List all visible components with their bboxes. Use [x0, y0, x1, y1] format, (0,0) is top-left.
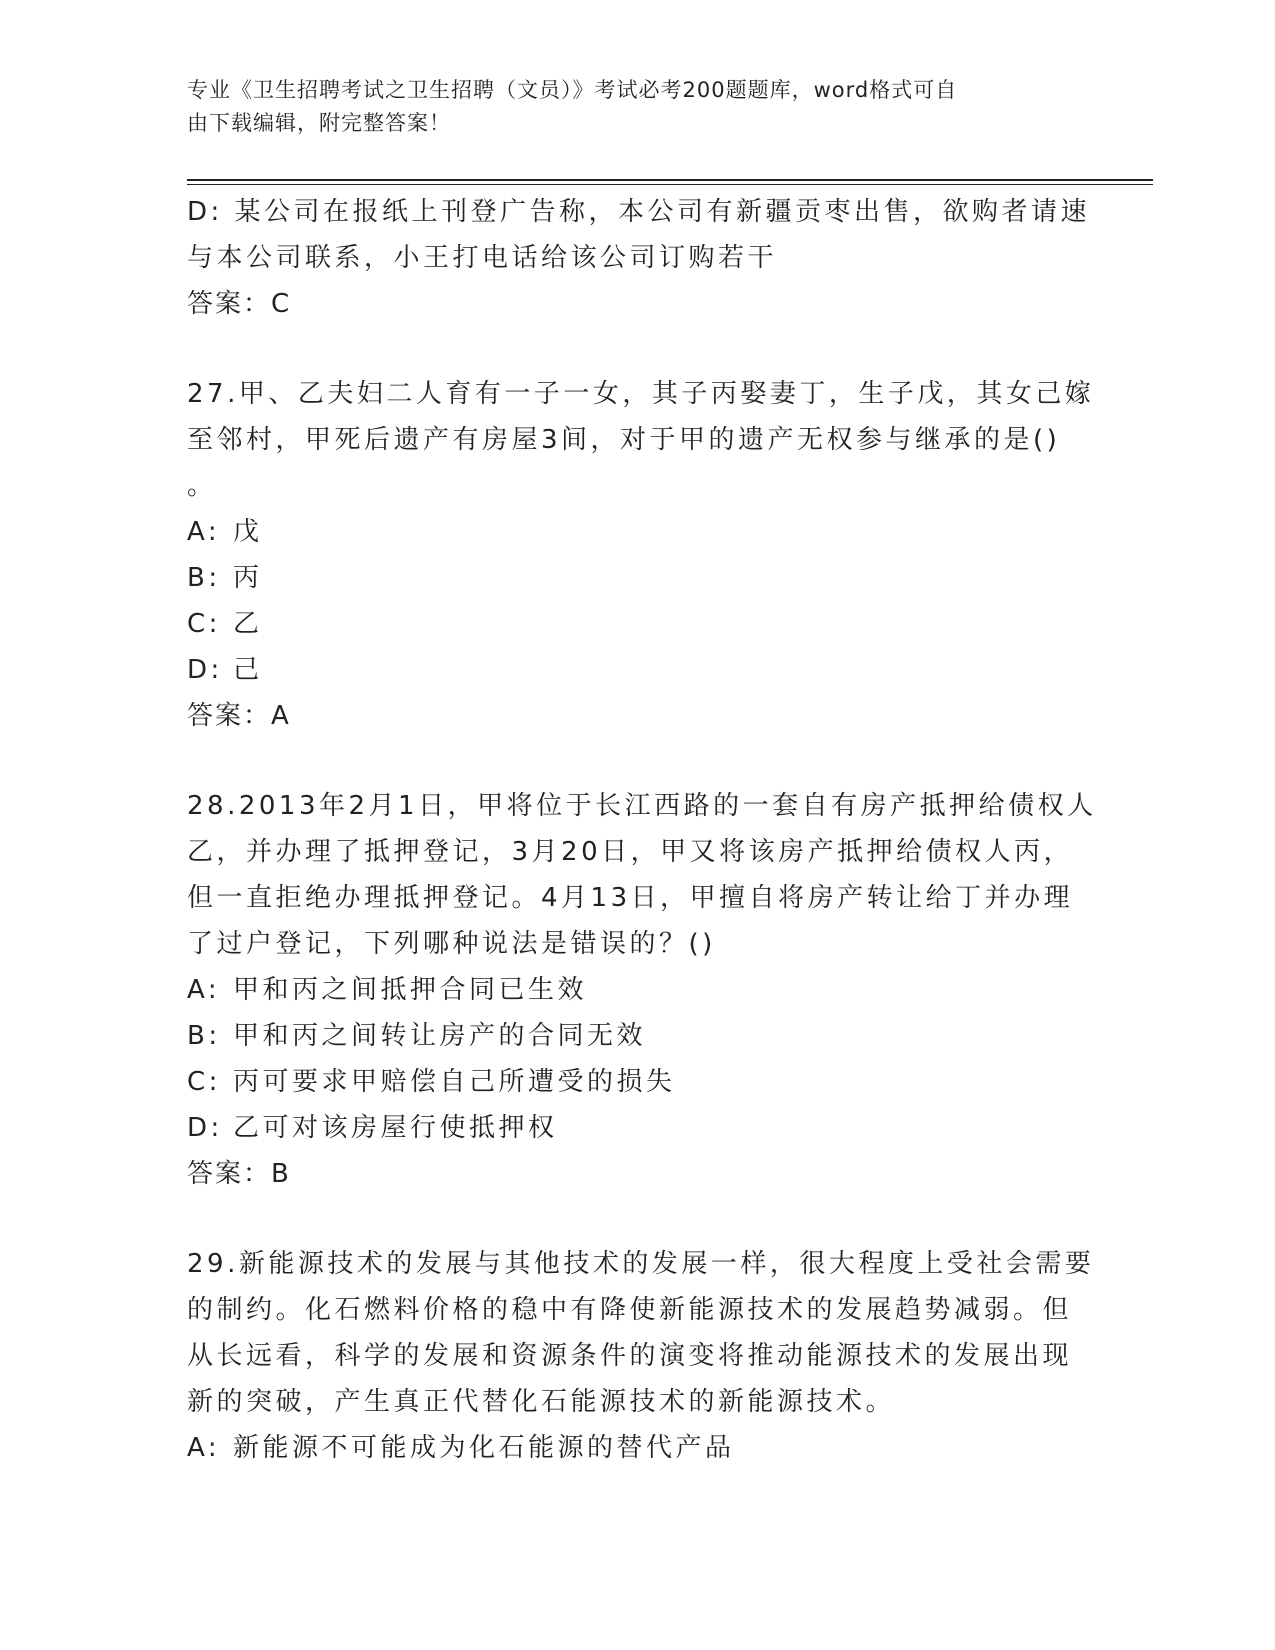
question-26-tail — [187, 189, 1091, 327]
q29-stem-line-3: 从长远看，科学的发展和资源条件的演变将推动能源技术的发展出现 — [187, 1341, 1073, 1371]
option-key: A: — [187, 517, 221, 547]
document-header — [187, 74, 1067, 140]
header-line-1: 专业《卫生招聘考试之卫生招聘（文员）》考试必考200题题库，word格式可自 — [187, 78, 958, 102]
option-key: B: — [187, 563, 221, 593]
option-key: A: — [187, 1433, 221, 1463]
q28-stem-line-1: 28.2013年2月1日，甲将位于长江西路的一套自有房产抵押给债权人 — [187, 791, 1097, 821]
q27-option-a — [187, 509, 1087, 555]
q28-option-c — [187, 1059, 1087, 1105]
option-text: 新能源不可能成为化石能源的替代产品 — [233, 1433, 735, 1463]
q27-stem-line-2: 至邻村，甲死后遗产有房屋3间，对于甲的遗产无权参与继承的是() — [187, 425, 1061, 455]
option-text: 丙 — [233, 563, 263, 593]
spacer — [187, 1197, 1087, 1241]
option-text: 甲和丙之间抵押合同已生效 — [233, 975, 588, 1005]
q27-option-b — [187, 555, 1087, 601]
option-key: A: — [187, 975, 221, 1005]
q27-answer: 答案：A — [187, 701, 291, 731]
option-text: 甲和丙之间转让房产的合同无效 — [233, 1021, 647, 1051]
option-text: 乙可对该房屋行使抵押权 — [233, 1113, 558, 1143]
q28-option-a — [187, 967, 1087, 1013]
q28-stem-line-3: 但一直拒绝办理抵押登记。4月13日，甲擅自将房产转让给丁并办理 — [187, 883, 1074, 913]
q27-stem-line-3: 。 — [187, 471, 217, 501]
option-text: 己 — [233, 655, 263, 685]
spacer — [187, 327, 1087, 371]
q28-stem-line-2: 乙，并办理了抵押登记，3月20日，甲又将该房产抵押给债权人丙， — [187, 837, 1074, 867]
header-rule-thick — [187, 179, 1153, 181]
q27-stem-line-1: 27.甲、乙夫妇二人育有一子一女，其子丙娶妻丁，生子戊，其女己嫁 — [187, 379, 1095, 409]
q29-option-a — [187, 1425, 1087, 1471]
option-key: C: — [187, 1067, 221, 1097]
q28-option-b — [187, 1013, 1087, 1059]
document-body — [187, 189, 1097, 1471]
option-text: 丙可要求甲赔偿自己所遭受的损失 — [233, 1067, 676, 1097]
q26-answer: 答案：C — [187, 289, 292, 319]
q29-stem-line-4: 新的突破，产生真正代替化石能源技术的新能源技术。 — [187, 1387, 896, 1417]
q26-option-d-line-1: D: 某公司在报纸上刊登广告称，本公司有新疆贡枣出售，欲购者请速 — [187, 197, 1091, 227]
q27-option-d — [187, 647, 1087, 693]
option-key: D: — [187, 655, 223, 685]
option-text: 乙 — [233, 609, 263, 639]
q27-option-c — [187, 601, 1087, 647]
option-key: D: — [187, 1113, 223, 1143]
q28-option-d — [187, 1105, 1087, 1151]
q28-answer: 答案：B — [187, 1159, 291, 1189]
q26-option-d-line-2: 与本公司联系，小王打电话给该公司订购若干 — [187, 243, 778, 273]
header-line-2: 由下载编辑，附完整答案！ — [187, 111, 451, 135]
q29-stem-line-1: 29.新能源技术的发展与其他技术的发展一样，很大程度上受社会需要 — [187, 1249, 1095, 1279]
option-text: 戊 — [233, 517, 263, 547]
question-27 — [187, 371, 1095, 739]
q29-stem-line-2: 的制约。化石燃料价格的稳中有降使新能源技术的发展趋势减弱。但 — [187, 1295, 1073, 1325]
spacer — [187, 739, 1087, 783]
question-29 — [187, 1241, 1095, 1471]
option-key: B: — [187, 1021, 221, 1051]
option-key: C: — [187, 609, 221, 639]
q28-stem-line-4: 了过户登记，下列哪种说法是错误的？() — [187, 929, 716, 959]
header-rule-thin — [187, 184, 1153, 185]
question-28 — [187, 783, 1097, 1197]
